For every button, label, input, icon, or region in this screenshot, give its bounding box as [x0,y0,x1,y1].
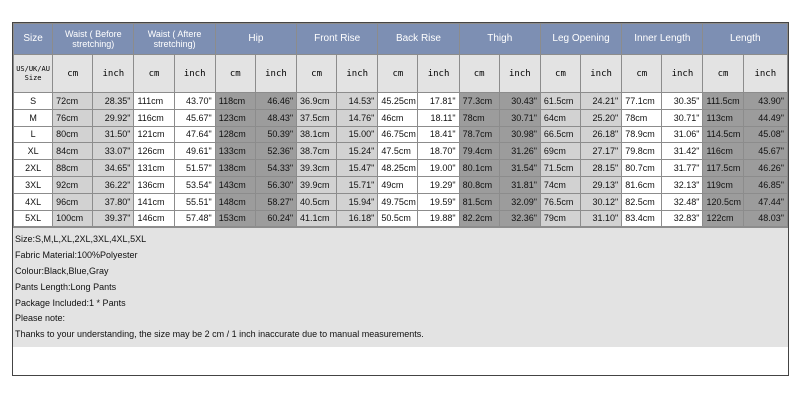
cm-value-cell: 117.5cm [703,160,743,177]
inch-value-cell: 32.09" [499,193,540,210]
cm-value-cell: 38.1cm [297,126,337,143]
unit-inch: inch [581,55,622,93]
cm-value-cell: 126cm [134,143,174,160]
inch-value-cell: 39.37" [93,210,134,227]
cm-value-cell: 123cm [215,109,255,126]
cm-value-cell: 82.2cm [459,210,499,227]
inch-value-cell: 25.20" [581,109,622,126]
unit-cm: cm [459,55,499,93]
size-cell: 5XL [14,210,53,227]
cm-value-cell: 88cm [53,160,93,177]
cm-value-cell: 81.5cm [459,193,499,210]
inner-length-header: Inner Length [622,24,703,55]
unit-row [14,55,788,93]
cm-value-cell: 118cm [215,93,255,110]
size-cell: S [14,93,53,110]
cm-value-cell: 80cm [53,126,93,143]
inch-value-cell: 19.00" [418,160,459,177]
cm-value-cell: 48.25cm [378,160,418,177]
unit-inch: inch [174,55,215,93]
cm-value-cell: 84cm [53,143,93,160]
inch-value-cell: 31.81" [499,176,540,193]
cm-value-cell: 141cm [134,193,174,210]
inch-value-cell: 57.48" [174,210,215,227]
cm-value-cell: 116cm [134,109,174,126]
cm-value-cell: 77.3cm [459,93,499,110]
cm-value-cell: 49.75cm [378,193,418,210]
unit-inch: inch [93,55,134,93]
cm-value-cell: 41.1cm [297,210,337,227]
cm-value-cell: 100cm [53,210,93,227]
cm-value-cell: 37.5cm [297,109,337,126]
cm-value-cell: 47.5cm [378,143,418,160]
inch-value-cell: 32.48" [662,193,703,210]
inch-value-cell: 19.88" [418,210,459,227]
size-cell: L [14,126,53,143]
cm-value-cell: 116cm [703,143,743,160]
cm-value-cell: 138cm [215,160,255,177]
cm-value-cell: 38.7cm [297,143,337,160]
inch-value-cell: 15.94" [337,193,378,210]
inch-value-cell: 53.54" [174,176,215,193]
cm-value-cell: 122cm [703,210,743,227]
unit-cm: cm [703,55,743,93]
inch-value-cell: 27.17" [581,143,622,160]
inch-value-cell: 15.00" [337,126,378,143]
inch-value-cell: 45.67" [743,143,787,160]
note-line: Thanks to your understanding, the size may be 2 cm / 1 inch inaccurate due to manual measurements. [15,329,424,340]
inch-value-cell: 28.15" [581,160,622,177]
note-line: Fabric Material:100%Polyester [15,250,138,261]
table-row [14,93,788,110]
inch-value-cell: 31.54" [499,160,540,177]
inch-value-cell: 46.85" [743,176,787,193]
cm-value-cell: 146cm [134,210,174,227]
inch-value-cell: 30.43" [499,93,540,110]
inch-value-cell: 37.80" [93,193,134,210]
cm-value-cell: 46.75cm [378,126,418,143]
cm-value-cell: 39.3cm [297,160,337,177]
inch-value-cell: 32.36" [499,210,540,227]
cm-value-cell: 114.5cm [703,126,743,143]
size-cell: XL [14,143,53,160]
inch-value-cell: 19.59" [418,193,459,210]
note-line: Package Included:1 * Pants [15,297,126,308]
unit-cm: cm [378,55,418,93]
inch-value-cell: 48.43" [255,109,296,126]
inch-value-cell: 16.18" [337,210,378,227]
size-units-label: US/UK/AU Size [14,55,53,93]
cm-value-cell: 50.5cm [378,210,418,227]
notes-section [13,227,788,347]
table-row [14,193,788,210]
inch-value-cell: 49.61" [174,143,215,160]
inch-value-cell: 31.42" [662,143,703,160]
inch-value-cell: 32.13" [662,176,703,193]
inch-value-cell: 30.98" [499,126,540,143]
cm-value-cell: 121cm [134,126,174,143]
note-line: Colour:Black,Blue,Gray [15,265,109,276]
inch-value-cell: 46.46" [255,93,296,110]
unit-cm: cm [540,55,580,93]
unit-inch: inch [662,55,703,93]
inch-value-cell: 58.27" [255,193,296,210]
unit-cm: cm [297,55,337,93]
inch-value-cell: 45.08" [743,126,787,143]
cm-value-cell: 136cm [134,176,174,193]
cm-value-cell: 79.4cm [459,143,499,160]
inch-value-cell: 55.51" [174,193,215,210]
cm-value-cell: 133cm [215,143,255,160]
cm-value-cell: 69cm [540,143,580,160]
inch-value-cell: 29.92" [93,109,134,126]
cm-value-cell: 76.5cm [540,193,580,210]
cm-value-cell: 64cm [540,109,580,126]
inch-value-cell: 54.33" [255,160,296,177]
cm-value-cell: 45.25cm [378,93,418,110]
inch-value-cell: 45.67" [174,109,215,126]
unit-inch: inch [743,55,787,93]
cm-value-cell: 39.9cm [297,176,337,193]
unit-inch: inch [418,55,459,93]
inch-value-cell: 47.64" [174,126,215,143]
unit-inch: inch [337,55,378,93]
inch-value-cell: 52.36" [255,143,296,160]
back-rise-header: Back Rise [378,24,459,55]
size-cell: 2XL [14,160,53,177]
length-header: Length [703,24,788,55]
cm-value-cell: 128cm [215,126,255,143]
unit-cm: cm [134,55,174,93]
inch-value-cell: 44.49" [743,109,787,126]
cm-value-cell: 80.8cm [459,176,499,193]
size-cell: M [14,109,53,126]
inch-value-cell: 50.39" [255,126,296,143]
inch-value-cell: 34.65" [93,160,134,177]
cm-value-cell: 82.5cm [622,193,662,210]
cm-value-cell: 78cm [622,109,662,126]
inch-value-cell: 30.12" [581,193,622,210]
unit-cm: cm [622,55,662,93]
inch-value-cell: 14.76" [337,109,378,126]
inch-value-cell: 46.26" [743,160,787,177]
cm-value-cell: 46cm [378,109,418,126]
cm-value-cell: 66.5cm [540,126,580,143]
cm-value-cell: 77.1cm [622,93,662,110]
inch-value-cell: 18.41" [418,126,459,143]
table-row [14,126,788,143]
cm-value-cell: 131cm [134,160,174,177]
thigh-header: Thigh [459,24,540,55]
cm-value-cell: 153cm [215,210,255,227]
cm-value-cell: 72cm [53,93,93,110]
cm-value-cell: 80.7cm [622,160,662,177]
cm-value-cell: 36.9cm [297,93,337,110]
inch-value-cell: 29.13" [581,176,622,193]
inch-value-cell: 56.30" [255,176,296,193]
size-chart [12,22,789,376]
inch-value-cell: 60.24" [255,210,296,227]
cm-value-cell: 74cm [540,176,580,193]
cm-value-cell: 120.5cm [703,193,743,210]
inch-value-cell: 31.10" [581,210,622,227]
inch-value-cell: 43.90" [743,93,787,110]
table-row [14,210,788,227]
cm-value-cell: 143cm [215,176,255,193]
inch-value-cell: 31.77" [662,160,703,177]
cm-value-cell: 81.6cm [622,176,662,193]
note-line: Size:S,M,L,XL,2XL,3XL,4XL,5XL [15,234,147,245]
note-line: Please note: [15,313,66,324]
inch-value-cell: 47.44" [743,193,787,210]
inch-value-cell: 18.70" [418,143,459,160]
cm-value-cell: 71.5cm [540,160,580,177]
table-row [14,143,788,160]
cm-value-cell: 113cm [703,109,743,126]
waist-after-header: Waist ( Aftere stretching) [134,24,215,55]
inch-value-cell: 48.03" [743,210,787,227]
cm-value-cell: 96cm [53,193,93,210]
cm-value-cell: 111.5cm [703,93,743,110]
cm-value-cell: 80.1cm [459,160,499,177]
inch-value-cell: 14.53" [337,93,378,110]
cm-value-cell: 148cm [215,193,255,210]
size-cell: 3XL [14,176,53,193]
inch-value-cell: 28.35" [93,93,134,110]
inch-value-cell: 30.35" [662,93,703,110]
inch-value-cell: 36.22" [93,176,134,193]
inch-value-cell: 32.83" [662,210,703,227]
cm-value-cell: 78cm [459,109,499,126]
leg-opening-header: Leg Opening [540,24,621,55]
inch-value-cell: 31.50" [93,126,134,143]
inch-value-cell: 43.70" [174,93,215,110]
table-row [14,176,788,193]
cm-value-cell: 61.5cm [540,93,580,110]
inch-value-cell: 15.47" [337,160,378,177]
size-cell: 4XL [14,193,53,210]
cm-value-cell: 92cm [53,176,93,193]
note-line: Pants Length:Long Pants [15,281,117,292]
inch-value-cell: 31.06" [662,126,703,143]
cm-value-cell: 76cm [53,109,93,126]
inch-value-cell: 30.71" [662,109,703,126]
cm-value-cell: 111cm [134,93,174,110]
front-rise-header: Front Rise [297,24,378,55]
size-rows [14,93,788,227]
inch-value-cell: 33.07" [93,143,134,160]
cm-value-cell: 49cm [378,176,418,193]
unit-cm: cm [215,55,255,93]
inch-value-cell: 24.21" [581,93,622,110]
waist-before-header: Waist ( Before stretching) [53,24,134,55]
cm-value-cell: 119cm [703,176,743,193]
cm-value-cell: 78.9cm [622,126,662,143]
inch-value-cell: 15.24" [337,143,378,160]
cm-value-cell: 78.7cm [459,126,499,143]
inch-value-cell: 18.11" [418,109,459,126]
hip-header: Hip [215,24,296,55]
header-row [14,24,788,55]
inch-value-cell: 26.18" [581,126,622,143]
inch-value-cell: 15.71" [337,176,378,193]
size-header: Size [14,24,53,55]
unit-cm: cm [53,55,93,93]
size-table [13,23,788,227]
cm-value-cell: 40.5cm [297,193,337,210]
cm-value-cell: 83.4cm [622,210,662,227]
table-row [14,160,788,177]
inch-value-cell: 19.29" [418,176,459,193]
inch-value-cell: 30.71" [499,109,540,126]
cm-value-cell: 79cm [540,210,580,227]
cm-value-cell: 79.8cm [622,143,662,160]
unit-inch: inch [255,55,296,93]
inch-value-cell: 17.81" [418,93,459,110]
inch-value-cell: 31.26" [499,143,540,160]
table-row [14,109,788,126]
inch-value-cell: 51.57" [174,160,215,177]
unit-inch: inch [499,55,540,93]
